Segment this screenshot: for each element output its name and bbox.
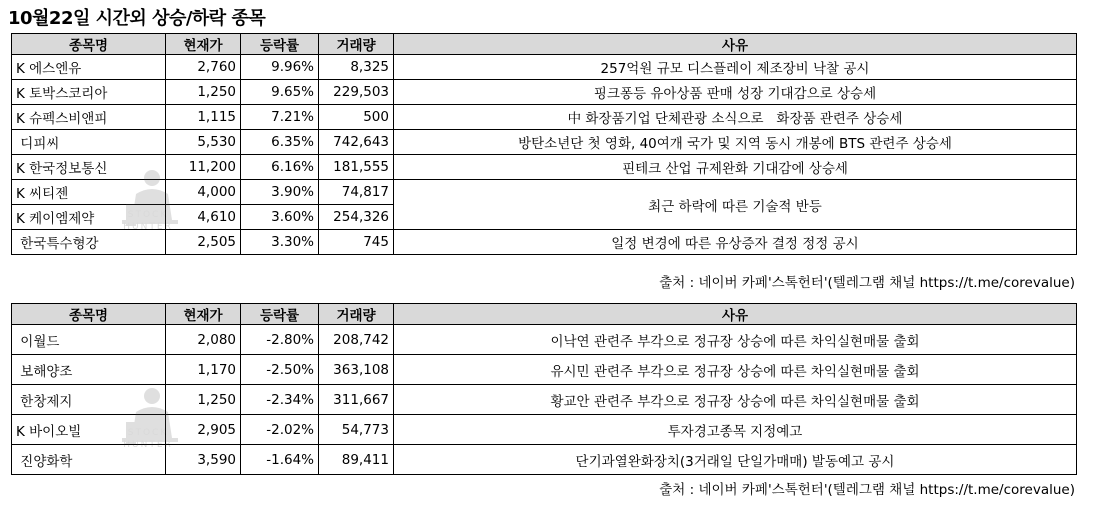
table-header-row [12,34,1077,55]
header-volume: 거래량 [319,34,394,55]
stock-name: 한창제지 [12,385,166,415]
stock-name: K 슈펙스비앤피 [12,105,166,130]
table-row [12,155,1077,180]
table-row [12,415,1077,445]
stock-volume: 74,817 [319,180,394,205]
stock-volume: 742,643 [319,130,394,155]
stock-change: -2.02% [241,415,319,445]
page-title: 10월22일 시간외 상승/하락 종목 [8,8,266,29]
stock-change: 3.90% [241,180,319,205]
stock-name: K 토박스코리아 [12,80,166,105]
stock-volume: 363,108 [319,355,394,385]
header-price: 현재가 [166,34,241,55]
table-row [12,355,1077,385]
table-row [12,445,1077,475]
stock-volume: 208,742 [319,325,394,355]
stock-volume: 254,326 [319,205,394,230]
header-change: 등락률 [241,304,319,325]
stock-reason: 투자경고종목 지정예고 [394,415,1077,445]
stock-price: 2,080 [166,325,241,355]
stock-price: 1,250 [166,385,241,415]
stock-price: 4,000 [166,180,241,205]
table-row [12,180,1077,205]
stock-reason: 최근 하락에 따른 기술적 반등 [394,180,1077,230]
stock-price: 3,590 [166,445,241,475]
stock-price: 11,200 [166,155,241,180]
stock-name: 디피씨 [12,130,166,155]
stock-price: 1,115 [166,105,241,130]
table-row [12,130,1077,155]
watermark-text-1: STOCK [127,210,169,220]
stock-change: -2.50% [241,355,319,385]
stock-reason: 핀테크 산업 규제완화 기대감에 상승세 [394,155,1077,180]
stock-change: 9.96% [241,55,319,80]
header-change: 등락률 [241,34,319,55]
stock-change: -2.34% [241,385,319,415]
stock-volume: 500 [319,105,394,130]
watermark-text-2: HUNTER [123,222,173,232]
stock-change: -1.64% [241,445,319,475]
stock-price: 1,170 [166,355,241,385]
header-reason: 사유 [394,34,1077,55]
stock-name: K 바이오빌 [12,415,166,445]
stock-change: 3.30% [241,230,319,255]
stock-change: 6.35% [241,130,319,155]
stock-name: K 에스엔유 [12,55,166,80]
stock-reason: 유시민 관련주 부각으로 정규장 상승에 따른 차익실현매물 출회 [394,355,1077,385]
stock-volume: 311,667 [319,385,394,415]
table-row [12,230,1077,255]
stock-reason: 中 화장품기업 단체관광 소식으로 화장품 관련주 상승세 [394,105,1077,130]
stock-volume: 89,411 [319,445,394,475]
header-volume: 거래량 [319,304,394,325]
watermark-text-1: STOCK [127,428,169,438]
falling-stocks-table [11,303,1077,475]
stock-change: 9.65% [241,80,319,105]
table-row [12,385,1077,415]
source-note: 출처 : 네이버 카페'스톡헌터'(텔레그램 채널 https://t.me/corevalue) [659,275,1075,291]
table-row [12,325,1077,355]
stock-price: 2,760 [166,55,241,80]
header-price: 현재가 [166,304,241,325]
stock-reason: 핑크퐁등 유아상품 판매 성장 기대감으로 상승세 [394,80,1077,105]
header-reason: 사유 [394,304,1077,325]
stock-reason: 방탄소년단 첫 영화, 40여개 국가 및 지역 동시 개봉에 BTS 관련주 상승세 [394,130,1077,155]
stock-volume: 181,555 [319,155,394,180]
stock-price: 2,505 [166,230,241,255]
table-row [12,105,1077,130]
stock-volume: 8,325 [319,55,394,80]
rising-stocks-table [11,33,1077,255]
stock-change: 3.60% [241,205,319,230]
table-row [12,80,1077,105]
stock-price: 4,610 [166,205,241,230]
stock-change: 7.21% [241,105,319,130]
stock-volume: 229,503 [319,80,394,105]
stock-reason: 이낙연 관련주 부각으로 정규장 상승에 따른 차익실현매물 출회 [394,325,1077,355]
stock-price: 5,530 [166,130,241,155]
stock-name: 보해양조 [12,355,166,385]
header-name: 종목명 [12,34,166,55]
stock-change: -2.80% [241,325,319,355]
stock-change: 6.16% [241,155,319,180]
stock-reason: 황교안 관련주 부각으로 정규장 상승에 따른 차익실현매물 출회 [394,385,1077,415]
stock-name: 이월드 [12,325,166,355]
stock-volume: 745 [319,230,394,255]
header-name: 종목명 [12,304,166,325]
stock-name: K 씨티젠 [12,180,166,205]
stock-reason: 단기과열완화장치(3거래일 단일가매매) 발동예고 공시 [394,445,1077,475]
stock-name: K 케이엠제약 [12,205,166,230]
stock-name: 한국특수형강 [12,230,166,255]
stock-price: 2,905 [166,415,241,445]
stock-reason: 257억원 규모 디스플레이 제조장비 낙찰 공시 [394,55,1077,80]
stock-name: K 한국정보통신 [12,155,166,180]
stock-reason: 일정 변경에 따른 유상증자 결정 정정 공시 [394,230,1077,255]
table-row [12,55,1077,80]
stock-volume: 54,773 [319,415,394,445]
stock-name: 진양화학 [12,445,166,475]
table-header-row [12,304,1077,325]
stock-price: 1,250 [166,80,241,105]
source-note: 출처 : 네이버 카페'스톡헌터'(텔레그램 채널 https://t.me/corevalue) [659,482,1075,498]
watermark-text-2: HUNTER [123,440,173,450]
